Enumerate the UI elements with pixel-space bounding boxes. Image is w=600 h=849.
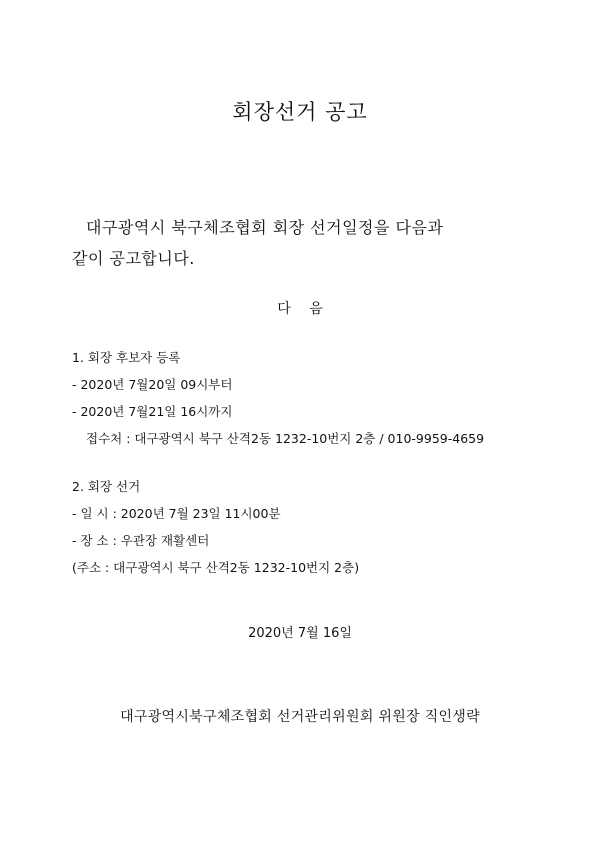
notice-date: 2020년 7월 16일: [248, 626, 352, 641]
election-datetime: - 일 시 : 2020년 7월 23일 11시00분: [72, 506, 281, 521]
page-title: 회장선거 공고: [232, 100, 368, 124]
intro-paragraph: [72, 212, 542, 274]
intro-line-2: 같이 공고합니다.: [72, 249, 195, 268]
election-section: [72, 473, 359, 581]
intro-line-1: 대구광역시 북구체조협회 회장 선거일정을 다음과: [86, 218, 444, 237]
section-heading-election: 2. 회장 선거: [72, 479, 141, 494]
election-venue: - 장 소 : 우관장 재활센터: [72, 533, 210, 548]
dadeum-heading: 다 음: [277, 301, 323, 317]
signature-line: 대구광역시북구체조협회 선거관리위원회 위원장 직인생략: [120, 709, 480, 725]
election-address: (주소 : 대구광역시 북구 산격2동 1232-10번지 2층): [72, 560, 360, 575]
registration-end: - 2020년 7월21일 16시까지: [72, 404, 233, 419]
candidate-registration-section: [72, 344, 484, 452]
section-heading-registration: 1. 회장 후보자 등록: [72, 350, 181, 365]
registration-start: - 2020년 7월20일 09시부터: [72, 377, 233, 392]
receipt-location: 접수처 : 대구광역시 북구 산격2동 1232-10번지 2층 / 010-9959-4659: [86, 431, 485, 446]
